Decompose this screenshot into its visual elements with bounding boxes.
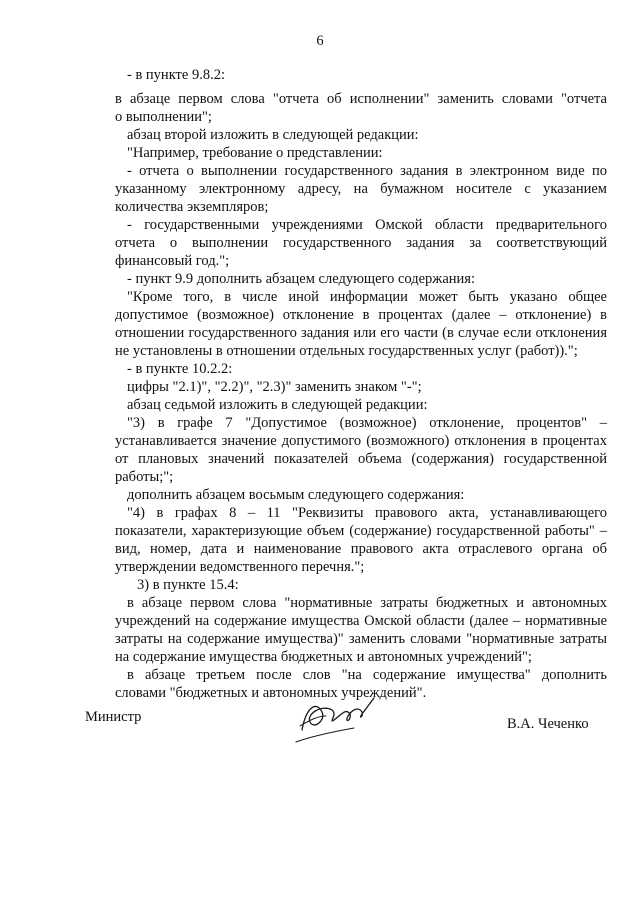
text-line: 3) в пункте 15.4: [137, 577, 239, 593]
text-line: на содержание имущества бюджетных и автономных учреждений"; [115, 649, 532, 665]
text-line: работы;"; [115, 469, 174, 485]
text-line: в абзаце первом слова "нормативные затраты бюджетных и автономных [127, 595, 607, 611]
text-line: дополнить абзацем восьмым следующего содержания: [127, 487, 465, 503]
text-line: финансовый год."; [115, 253, 230, 269]
text-line: допустимое (возможное) отклонение в процентах (далее – отклонение) в [115, 307, 607, 323]
text-line: количества экземпляров; [115, 199, 269, 215]
text-line: устанавливается значение допустимого (возможного) отклонения в процентах [115, 433, 607, 449]
text-line: от плановых значений показателей объема (содержания) государственной [115, 451, 607, 467]
text-line: вид, номер, дата и наименование правового акта отраслевого органа об [115, 541, 607, 557]
text-line: цифры "2.1)", "2.2)", "2.3)" заменить знаком "-"; [127, 379, 422, 395]
text-line: - пункт 9.9 дополнить абзацем следующего содержания: [127, 271, 475, 287]
text-line: отношении государственного задания или его части (в случае если отклонения [115, 325, 607, 341]
text-line: отчета о выполнении государственного задания за соответствующий [115, 235, 607, 251]
text-line: - государственными учреждениями Омской области предварительного [127, 217, 607, 233]
text-line: - в пункте 10.2.2: [127, 361, 233, 377]
text-line: в абзаце первом слова "отчета об исполнении" заменить словами "отчета [115, 91, 607, 107]
text-line: "4) в графах 8 – 11 "Реквизиты правового акта, устанавливающего [127, 505, 607, 521]
text-line: "Например, требование о представлении: [127, 145, 383, 161]
page-number: 6 [316, 33, 324, 49]
text-line: "Кроме того, в числе иной информации может быть указано общее [127, 289, 607, 305]
text-line: "3) в графе 7 "Допустимое (возможное) отклонение, процентов" – [127, 415, 607, 431]
signatory-position: Министр [85, 709, 142, 725]
text-line: в абзаце третьем после слов "на содержание имущества" дополнить [127, 667, 607, 683]
text-line: утверждении ведомственного перечня."; [115, 559, 365, 575]
text-line: учреждений на содержание имущества Омской области (далее – нормативные [115, 613, 607, 629]
text-line: не установлены в отношении отдельных государственных услуг (работ))."; [115, 343, 578, 359]
text-line: - в пункте 9.8.2: [127, 67, 225, 83]
text-line: указанному электронному адресу, на бумажном носителе с указанием [115, 181, 607, 197]
text-line: о выполнении"; [115, 109, 212, 125]
text-line: абзац седьмой изложить в следующей редакции: [127, 397, 428, 413]
handwritten-signature [292, 690, 380, 748]
text-line: затраты на содержание имущества)" заменить словами "нормативные затраты [115, 631, 607, 647]
text-line: показатели, характеризующие объем (содержание) государственной работы" – [115, 523, 607, 539]
signatory-name: В.А. Чеченко [507, 716, 589, 732]
text-line: словами "бюджетных и автономных учреждений". [115, 685, 427, 701]
text-line: - отчета о выполнении государственного задания в электронном виде по [127, 163, 607, 179]
text-line: абзац второй изложить в следующей редакции: [127, 127, 419, 143]
